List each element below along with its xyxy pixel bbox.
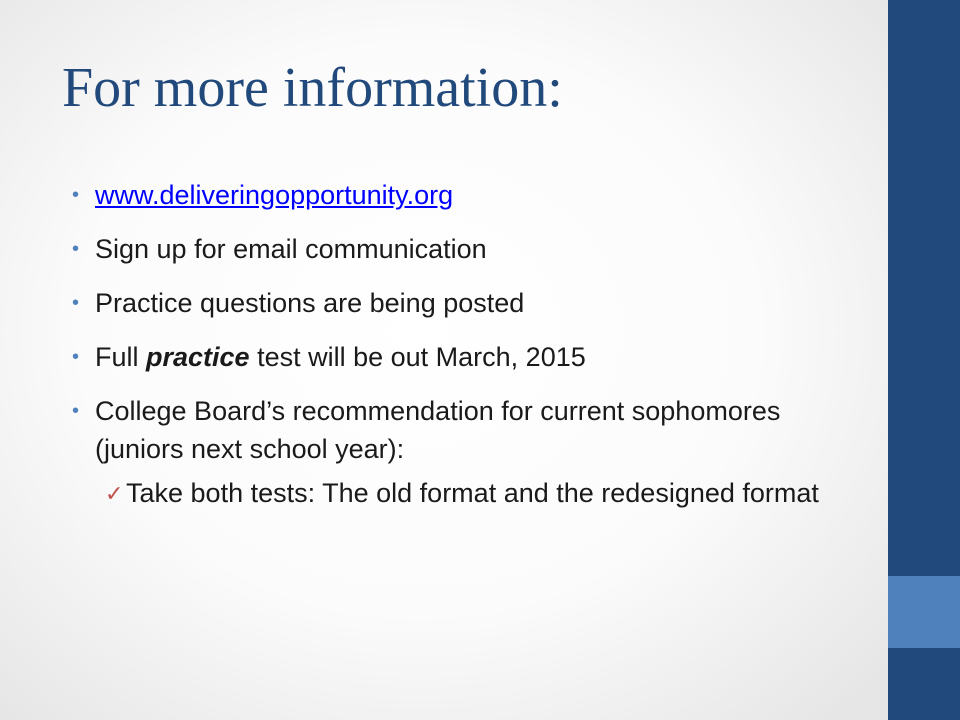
bullet-dot-icon: •: [72, 346, 80, 368]
website-link[interactable]: www.deliveringopportunity.org: [95, 180, 454, 210]
bullet-text-pre: Full: [95, 342, 147, 372]
bullet-item-email-signup: [72, 230, 872, 268]
bullet-item-practice-questions: [72, 284, 872, 322]
bullet-item-recommendation: [72, 392, 872, 468]
sub-bullet-item-take-both-tests: [72, 474, 872, 512]
bullet-list: [72, 176, 872, 512]
sidebar-band-bottom: [888, 648, 960, 720]
bullet-text: College Board’s recommendation for current sophomores (juniors next school year):: [95, 396, 781, 464]
sidebar-band-accent: [888, 576, 960, 648]
bullet-text-post: test will be out March, 2015: [249, 342, 586, 372]
decorative-sidebar: [888, 0, 960, 720]
sub-bullet-text: Take both tests: The old format and the redesigned format: [126, 478, 819, 508]
bullet-dot-icon: •: [72, 292, 80, 314]
bullet-text: Practice questions are being posted: [95, 288, 525, 318]
bullet-text-emphasis: practice: [146, 342, 250, 372]
bullet-dot-icon: •: [72, 184, 80, 206]
bullet-item-website: [72, 176, 872, 214]
bullet-item-practice-test: [72, 338, 872, 376]
bullet-dot-icon: •: [72, 238, 80, 260]
slide-title: For more information:: [62, 57, 563, 119]
checkmark-icon: ✓: [105, 481, 124, 506]
sidebar-band-top: [888, 0, 960, 576]
bullet-text: Sign up for email communication: [95, 234, 487, 264]
bullet-dot-icon: •: [72, 400, 80, 422]
